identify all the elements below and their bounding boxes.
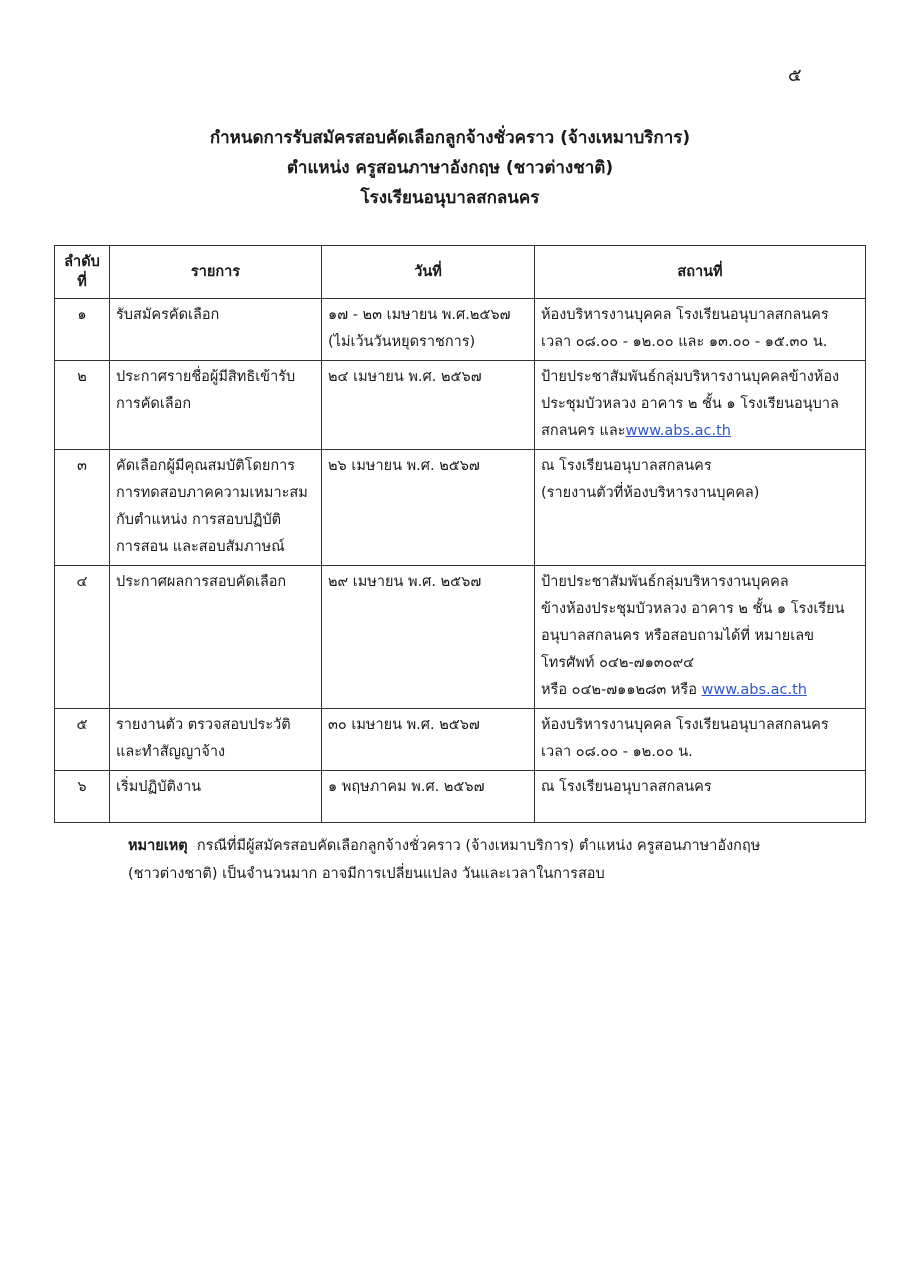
row-number: ๖ (55, 771, 110, 823)
table-row (55, 299, 866, 361)
title-line-1: กำหนดการรับสมัครสอบคัดเลือกลูกจ้างชั่วคราว (จ้างเหมาบริการ) (209, 128, 691, 148)
table-row (55, 566, 866, 709)
website-link[interactable]: www.abs.ac.th (625, 423, 731, 439)
table-row (55, 709, 866, 771)
row-date: ๒๔ เมษายน พ.ศ. ๒๕๖๗ (322, 361, 535, 450)
row-place: ป้ายประชาสัมพันธ์กลุ่มบริหารงานบุคคล ข้างห้องประชุมบัวหลวง อาคาร ๒ ชั้น ๑ โรงเรียน อนุบาลสกลนคร หรือสอบถามได้ที่ หมายเลข โทรศัพท์ ๐๔๒-๗๑๓๐๙๔ หรือ ๐๔๒-๗๑๑๒๘๓ หรือ www.abs.ac.th (535, 566, 866, 709)
row-item: เริ่มปฏิบัติงาน (110, 771, 322, 823)
page-number: ๕ (788, 65, 802, 86)
title-line-2: ตำแหน่ง ครูสอนภาษาอังกฤษ (ชาวต่างชาติ) (286, 158, 614, 178)
title-line-3: โรงเรียนอนุบาลสกลนคร (360, 188, 540, 208)
row-number: ๑ (55, 299, 110, 361)
document-title (0, 123, 900, 213)
row-date: ๒๙ เมษายน พ.ศ. ๒๕๖๗ (322, 566, 535, 709)
remark (128, 832, 848, 888)
row-item: ประกาศผลการสอบคัดเลือก (110, 566, 322, 709)
row-place: ห้องบริหารงานบุคคล โรงเรียนอนุบาลสกลนคร เวลา ๐๘.๐๐ - ๑๒.๐๐ น. (535, 709, 866, 771)
table-header-row (55, 246, 866, 299)
row-place: ณ โรงเรียนอนุบาลสกลนคร (รายงานตัวที่ห้องบริหารงานบุคคล) (535, 450, 866, 566)
remark-label: หมายเหตุ (128, 838, 188, 854)
table-row (55, 361, 866, 450)
row-place: ป้ายประชาสัมพันธ์กลุ่มบริหารงานบุคคลข้างห้อง ประชุมบัวหลวง อาคาร ๒ ชั้น ๑ โรงเรียนอนุบาล สกลนคร และwww.abs.ac.th (535, 361, 866, 450)
row-date: ๑๗ - ๒๓ เมษายน พ.ศ.๒๕๖๗ (ไม่เว้นวันหยุดราชการ) (322, 299, 535, 361)
row-place: ณ โรงเรียนอนุบาลสกลนคร (535, 771, 866, 823)
schedule-table (54, 245, 866, 823)
row-date: ๓๐ เมษายน พ.ศ. ๒๕๖๗ (322, 709, 535, 771)
row-item: คัดเลือกผู้มีคุณสมบัติโดยการ การทดสอบภาคความเหมาะสม กับตำแหน่ง การสอบปฏิบัติ การสอน และสอบสัมภาษณ์ (110, 450, 322, 566)
header-item: รายการ (110, 246, 322, 299)
row-date: ๒๖ เมษายน พ.ศ. ๒๕๖๗ (322, 450, 535, 566)
place-text: หรือ ๐๔๒-๗๑๑๒๘๓ หรือ (541, 682, 702, 698)
row-number: ๓ (55, 450, 110, 566)
remark-line-2: (ชาวต่างชาติ) เป็นจำนวนมาก อาจมีการเปลี่ยนแปลง วันและเวลาในการสอบ (128, 866, 605, 882)
header-no: ลำดับ ที่ (55, 246, 110, 299)
row-place: ห้องบริหารงานบุคคล โรงเรียนอนุบาลสกลนคร เวลา ๐๘.๐๐ - ๑๒.๐๐ และ ๑๓.๐๐ - ๑๕.๓๐ น. (535, 299, 866, 361)
header-place: สถานที่ (535, 246, 866, 299)
row-item: รายงานตัว ตรวจสอบประวัติ และทำสัญญาจ้าง (110, 709, 322, 771)
row-item: ประกาศรายชื่อผู้มีสิทธิเข้ารับ การคัดเลือก (110, 361, 322, 450)
row-item: รับสมัครคัดเลือก (110, 299, 322, 361)
header-date: วันที่ (322, 246, 535, 299)
website-link[interactable]: www.abs.ac.th (701, 682, 807, 698)
row-number: ๒ (55, 361, 110, 450)
row-number: ๔ (55, 566, 110, 709)
place-text: สกลนคร และ (541, 423, 626, 439)
row-date: ๑ พฤษภาคม พ.ศ. ๒๕๖๗ (322, 771, 535, 823)
table-row (55, 771, 866, 823)
row-number: ๕ (55, 709, 110, 771)
table-row (55, 450, 866, 566)
remark-line-1: กรณีที่มีผู้สมัครสอบคัดเลือกลูกจ้างชั่วคราว (จ้างเหมาบริการ) ตำแหน่ง ครูสอนภาษาอังกฤษ (196, 838, 761, 854)
